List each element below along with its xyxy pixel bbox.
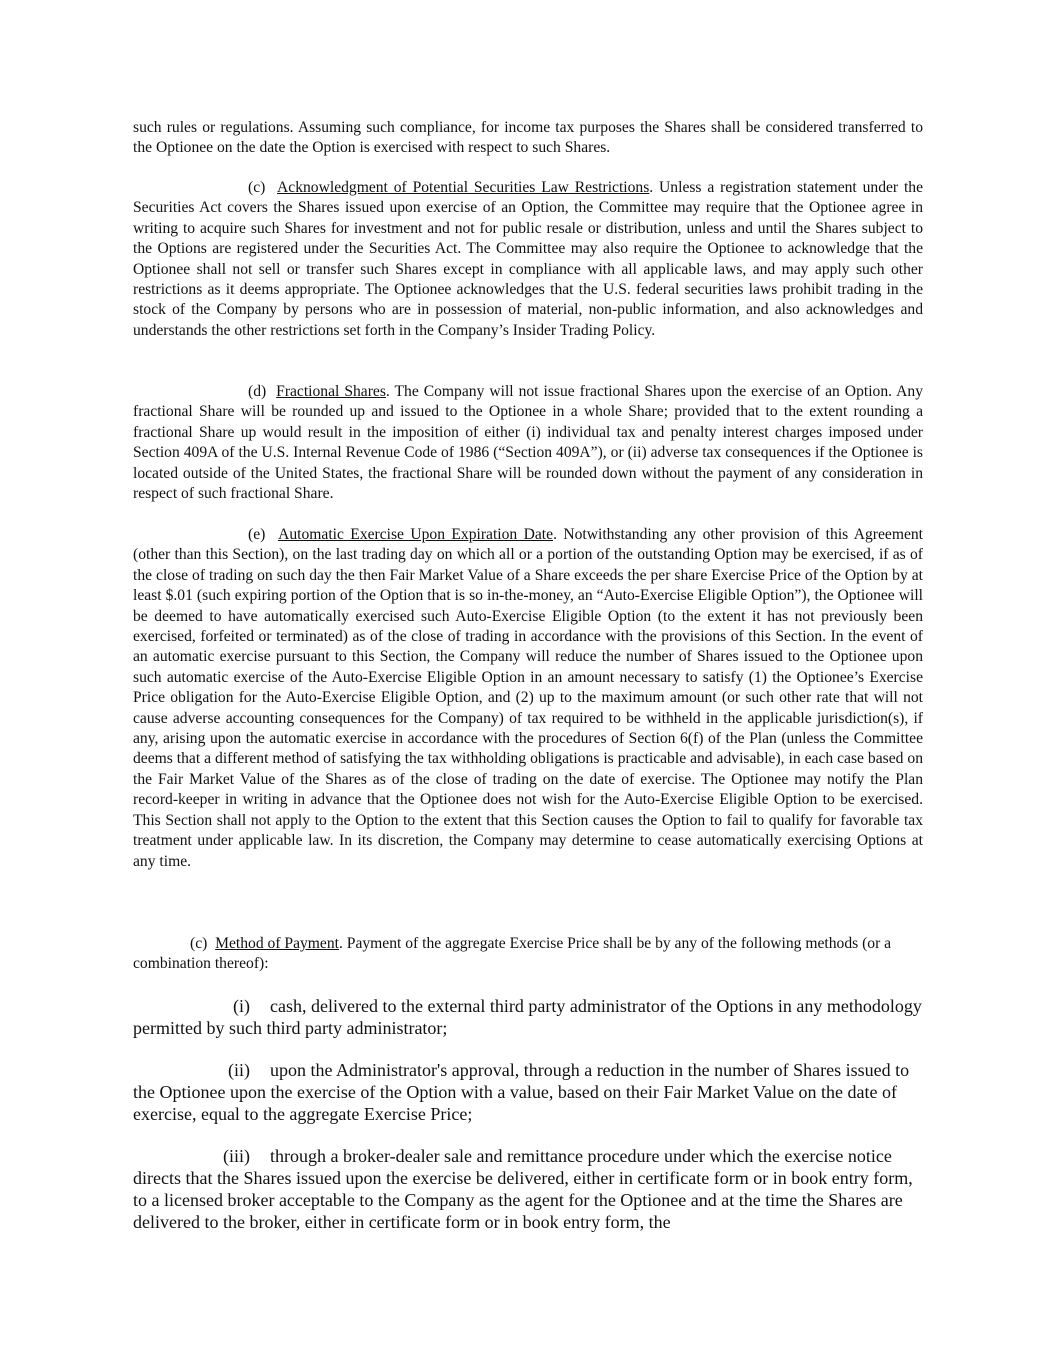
section-d-fractional	[133, 382, 923, 504]
item-text: cash, delivered to the external third party administrator of the Options in any methodology permitted by such third party administrator;	[133, 996, 922, 1038]
section-body: . Notwithstanding any other provision of this Agreement (other than this Section), on the last trading day on which all or a portion of the outstanding Option may be exercised, if as of the close of trading on such day the then Fair Market Value of a Share exceeds the per share Exercise Price of the Option by at least $.01 (such expiring portion of the Option that is so in-the-money, an “Auto-Exercise Eligible Option”), the Optionee will be deemed to have automatically exercised such Auto-Exercise Eligible Option (to the extent it has not previously been exercised, forfeited or terminated) as of the close of trading in accordance with the provisions of this Section. In the event of an automatic exercise pursuant to this Section, the Company will reduce the number of Shares issued to the Optionee upon such automatic exercise of the Auto-Exercise Eligible Option in an amount necessary to satisfy (1) the Optionee’s Exercise Price obligation for the Auto-Exercise Eligible Option, and (2) up to the maximum amount (or such other rate that will not cause adverse accounting consequences for the Company) of tax required to be withheld in the applicable jurisdiction(s), if any, arising upon the automatic exercise in accordance with the procedures of Section 6(f) of the Plan (unless the Committee deems that a different method of satisfying the tax withholding obligations is practicable and advisable), in each case based on the Fair Market Value of the Shares as of the close of trading on the date of exercise. The Optionee may notify the Plan record-keeper in writing in advance that the Optionee does not wish for the Auto-Exercise Eligible Option to be exercised. This Section shall not apply to the Option to the extent that this Section causes the Option to fail to qualify for favorable tax treatment under applicable law. In its discretion, the Company may determine to cease automatically exercising Options at any time.	[133, 526, 924, 870]
section-heading: Fractional Shares	[276, 383, 386, 400]
section-c-securities	[133, 178, 923, 341]
section-heading: Automatic Exercise Upon Expiration Date	[278, 526, 554, 543]
section-label: (e)	[248, 526, 266, 543]
payment-item-i	[133, 995, 923, 1039]
section-body: . The Company will not issue fractional Shares upon the exercise of an Option. Any fractional Share will be rounded up and issued to the Optionee in a whole Share; provided that to the extent rounding a fractional Share up would result in the imposition of either (i) individual tax and penalty interest charges imposed under Section 409A of the U.S. Internal Revenue Code of 1986 (“Section 409A”), or (ii) adverse tax consequences if the Optionee is located outside of the United States, the fractional Share will be rounded down without the payment of any consideration in respect of such fractional Share.	[133, 383, 923, 503]
item-number: (ii)	[228, 1060, 250, 1080]
section-label: (c)	[248, 179, 266, 196]
section-method-of-payment	[133, 934, 923, 975]
section-body: . Unless a registration statement under the Securities Act covers the Shares issued upon exercise of an Option, the Committee may require that the Optionee agree in writing to acquire such Shares for investment and not for public resale or distribution, unless and until the Shares subject to the Options are registered under the Securities Act. The Committee may also require the Optionee to acknowledge that the Optionee shall not sell or transfer such Shares except in compliance with all applicable laws, and may apply such other restrictions as it deems appropriate. The Optionee acknowledges that the U.S. federal securities laws prohibit trading in the stock of the Company by persons who are in possession of material, non-public information, and also acknowledges and understands the other restrictions set forth in the Company’s Insider Trading Policy.	[133, 179, 924, 339]
paragraph-intro: such rules or regulations. Assuming such compliance, for income tax purposes the Shares shall be considered transferred to the Optionee on the date the Option is exercised with respect to such Shares.	[133, 119, 923, 157]
section-heading: Method of Payment	[215, 935, 339, 952]
payment-item-ii	[133, 1059, 923, 1125]
payment-item-iii	[133, 1145, 923, 1233]
section-label: (c)	[190, 935, 208, 952]
item-text: through a broker-dealer sale and remittance procedure under which the exercise notice directs that the Shares issued upon the exercise be delivered, either in certificate form or in book entry form, to a licensed broker acceptable to the Company as the agent for the Optionee and at the time the Shares are delivered to the broker, either in certificate form or in book entry form, the	[133, 1146, 913, 1232]
item-number: (iii)	[223, 1146, 250, 1166]
section-label: (d)	[248, 383, 267, 400]
section-body: . Payment of the aggregate Exercise Price shall be by any of the following methods (or a combination thereof):	[133, 935, 892, 973]
item-number: (i)	[233, 996, 250, 1016]
section-heading: Acknowledgment of Potential Securities Law Restrictions	[277, 179, 650, 196]
item-text: upon the Administrator's approval, through a reduction in the number of Shares issued to the Optionee upon the exercise of the Option with a value, based on their Fair Market Value on the date of exercise, equal to the aggregate Exercise Price;	[133, 1060, 910, 1124]
section-e-auto-exercise	[133, 525, 923, 872]
